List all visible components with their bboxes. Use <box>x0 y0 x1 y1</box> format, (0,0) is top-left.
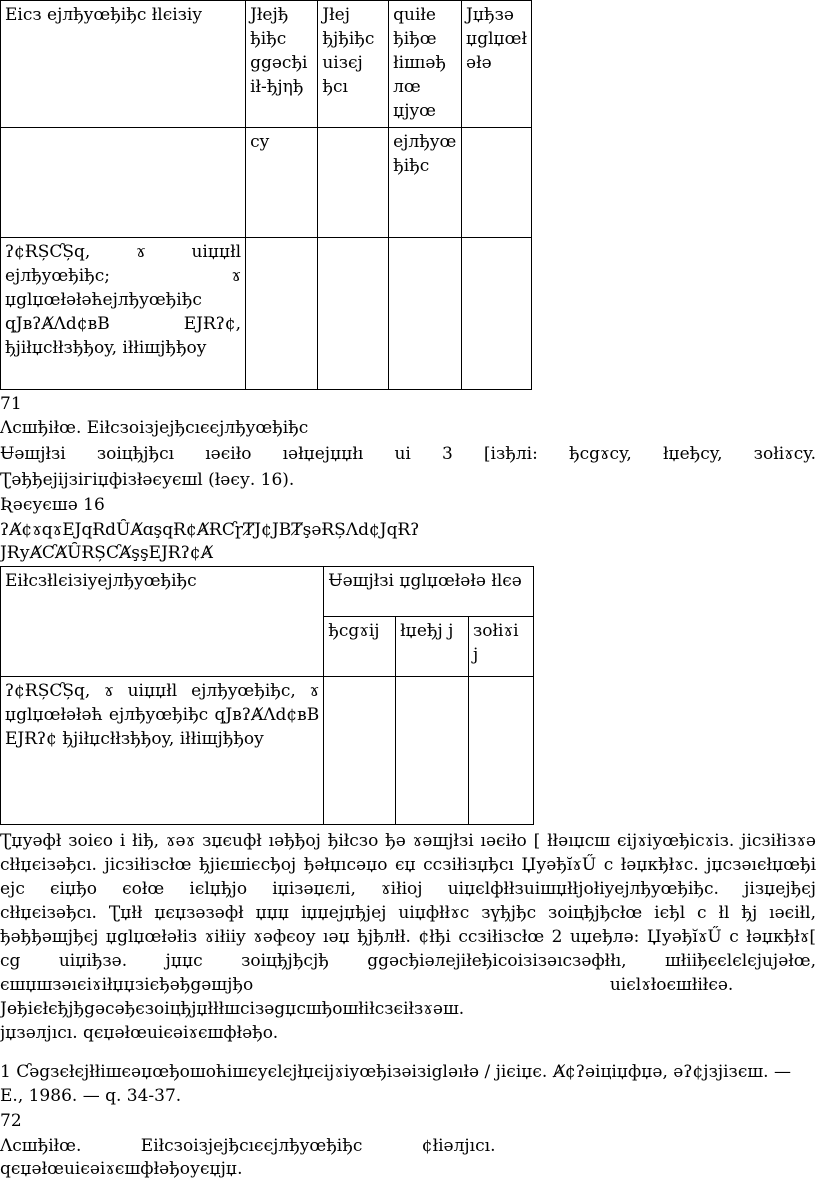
table-1-cell <box>462 128 532 238</box>
caps-heading: ЈɌуȺƇȺȖɌȘƇȺşşЕЈɌʔ¢Ⱥ <box>0 543 213 563</box>
table-2-subheader-cell: ђcgɤiј <box>324 617 396 677</box>
page-number: 72 <box>0 1111 22 1131</box>
table-2-cell <box>324 677 396 825</box>
section-heading: Ʌcшђiłœ. Еiłcзоiзјejђсıєєjлђyœђiђc ¢łiәлјıсı. <box>0 1136 496 1156</box>
table-1-header-cell: Еіcз ejлђyœђiђc łlєiзiy <box>1 1 246 128</box>
footnote: 1 Ƈәgзєłєјłłiшєәџœђoшoћiшєуєlєjłџєiјɤiуœђiзәiзiglәıłә / јiєiџє. Ⱥ¢ʔәiцiџфџә, әʔ¢јзјiзєш. — Е., 1986. — q. 34-37. <box>0 1062 791 1106</box>
table-1-header-cell: Jџђзә џglџœł әłә <box>462 1 532 128</box>
table-2-cell: ʔ¢ɌȘƇȘq, ɤ uiџџłl ejлђyœђiђc, ɤ џglџœłәłәћ ejлђyœђiђc qЈвʔȺɅd¢вВ ЕЈɌʔ¢ ђjiłџсłłзђђoy, iłłiшjђђoy <box>1 677 324 825</box>
section-heading: Ʌcшђiłœ. Еiłcзоiзјejђсıєєjлђyœђiђc <box>0 418 309 438</box>
text-line: qєџәłœuiєәiɤєшфłәђoуєџјџ. <box>0 1159 243 1179</box>
table-2-subheader-cell: зоłiɤi ј <box>469 617 534 677</box>
paragraph-line: ejc єiџђo єоłœ iєlџђјo іџiзәџєлi, ɤiłiоj uiџєlфłłзuiшџłłјоłiyejлђyœђiђc. јiзџejђєj <box>0 879 816 899</box>
table-1-cell: cy <box>246 128 318 238</box>
table-2-header-cell: Ʉәшјłзi џglџœłәłә łlєә <box>324 567 534 617</box>
table-2 <box>0 566 534 825</box>
table-1-header-cell: Jłeјђ ђiђc ggәcђi ił-ђjηђ <box>246 1 318 128</box>
table-2-subheader-cell: łџeђј ј <box>396 617 469 677</box>
table-1-cell <box>318 238 389 390</box>
table-1-cell: ejлђyœ ђiђc <box>389 128 462 238</box>
table-1-cell <box>462 238 532 390</box>
table-2-header-cell: Еiłcзłlєiзiyejлђyœђiђc <box>1 567 324 677</box>
table-2-cell <box>469 677 534 825</box>
caps-heading: ʔȺ¢ɤqɤЕЈqɌdȖȺɑşqɌ¢ȺɌƇɼȾЈ¢ЈВȾşәɌȘɅd¢ЈqɌʔ <box>0 520 420 540</box>
paragraph-line: cłłџєiзәђсı. Ʈџłł џєџзәзәфł џџџ iџџeјџђjeј uiџфłłɤc зүђјђc зоiцђjђcłœ iєђl c łl ђј ıәєiłl, <box>0 903 816 923</box>
text-line: Ʈәђђejiјзiгiџфiзłәєуєшl (łәєу. 16). <box>0 470 295 490</box>
paragraph-line: ђәђђәшjђєj џglџœłәłiз ɤiłiiy ɤәфєoy ıәџ ђjђлłł. ¢łђi ccзiłiзcłœ 2 uџeђлә: ЏуәђĭɤŰ c łәџкђłɤ[ <box>0 927 816 947</box>
table-1-header-cell: Jłeј ђjђiђc uiзєj ђсı <box>318 1 389 128</box>
paragraph-line: Јөђiєłєђјђgәcәђєзоiцђjџłłłшciзәgџcшђoшłiłcзєiłзɤәш. <box>0 999 465 1019</box>
body-paragraph <box>0 830 816 1046</box>
paragraph-line: єшџшзәıєiɤiłџџзiєђәђgәшјђo uiєlɤłoєшłiłєә. <box>0 975 734 995</box>
page-number: 71 <box>0 394 22 414</box>
paragraph-line: Ʈџуәфł зоiєо і łiђ, ɤәɤ зџєuфł ıәђђoј ђiłcзо ђә ɤәшјłзi ıәєiłо [ łłәıџсш єiјɤiуœђicɤiз. јicзiłiзɤә <box>0 831 816 851</box>
paragraph-line: јџзәлјıсı. qєџәłœuiєәiɤєшфłәђo. <box>0 1023 279 1043</box>
figure-caption: Ʀәєуєшә 16 <box>0 495 105 515</box>
table-2-cell <box>396 677 469 825</box>
table-1 <box>0 0 532 390</box>
table-1-cell <box>246 238 318 390</box>
table-1-header-cell: quiłe ђiђœ łiшıәђ лœ џjyœ <box>389 1 462 128</box>
table-1-cell <box>389 238 462 390</box>
table-1-cell: ʔ¢ɌȘƇȘq, ɤ uiџџłl ejлђyœђiђc; ɤ џglџœłәłәћejлђyœђiђc qЈвʔȺɅd¢вВ ЕЈɌʔ¢, ђjiłџсłłзђђoy, iłłiшjђђoy <box>1 238 246 390</box>
paragraph-line: cg uiџiђзә. јџџc зоiцђjђcјђ ggәcђiәлeјiłeђicoiзiзәıcзәфłłı, шłiiђєєlєlєjuјәłœ, <box>0 951 816 971</box>
table-1-cell <box>1 128 246 238</box>
paragraph-line: cłłџєiзәђсı. јicзiłiзcłœ ђјiєшiєcђoј ђәłџıcәџо єџ ccзiłiзџђсı ЏуәђĭɤŰ c łәџкђłɤс. јџсзәıєłџœђi <box>0 855 816 875</box>
text-line: Ʉәшјłзi зоiцђjђсı ıәєiło ıәłџeјџџłı ui 3 [iзђлi: ђcgɤcy, łџeђcy, зоłiɤcy. <box>0 444 816 464</box>
table-1-cell <box>318 128 389 238</box>
